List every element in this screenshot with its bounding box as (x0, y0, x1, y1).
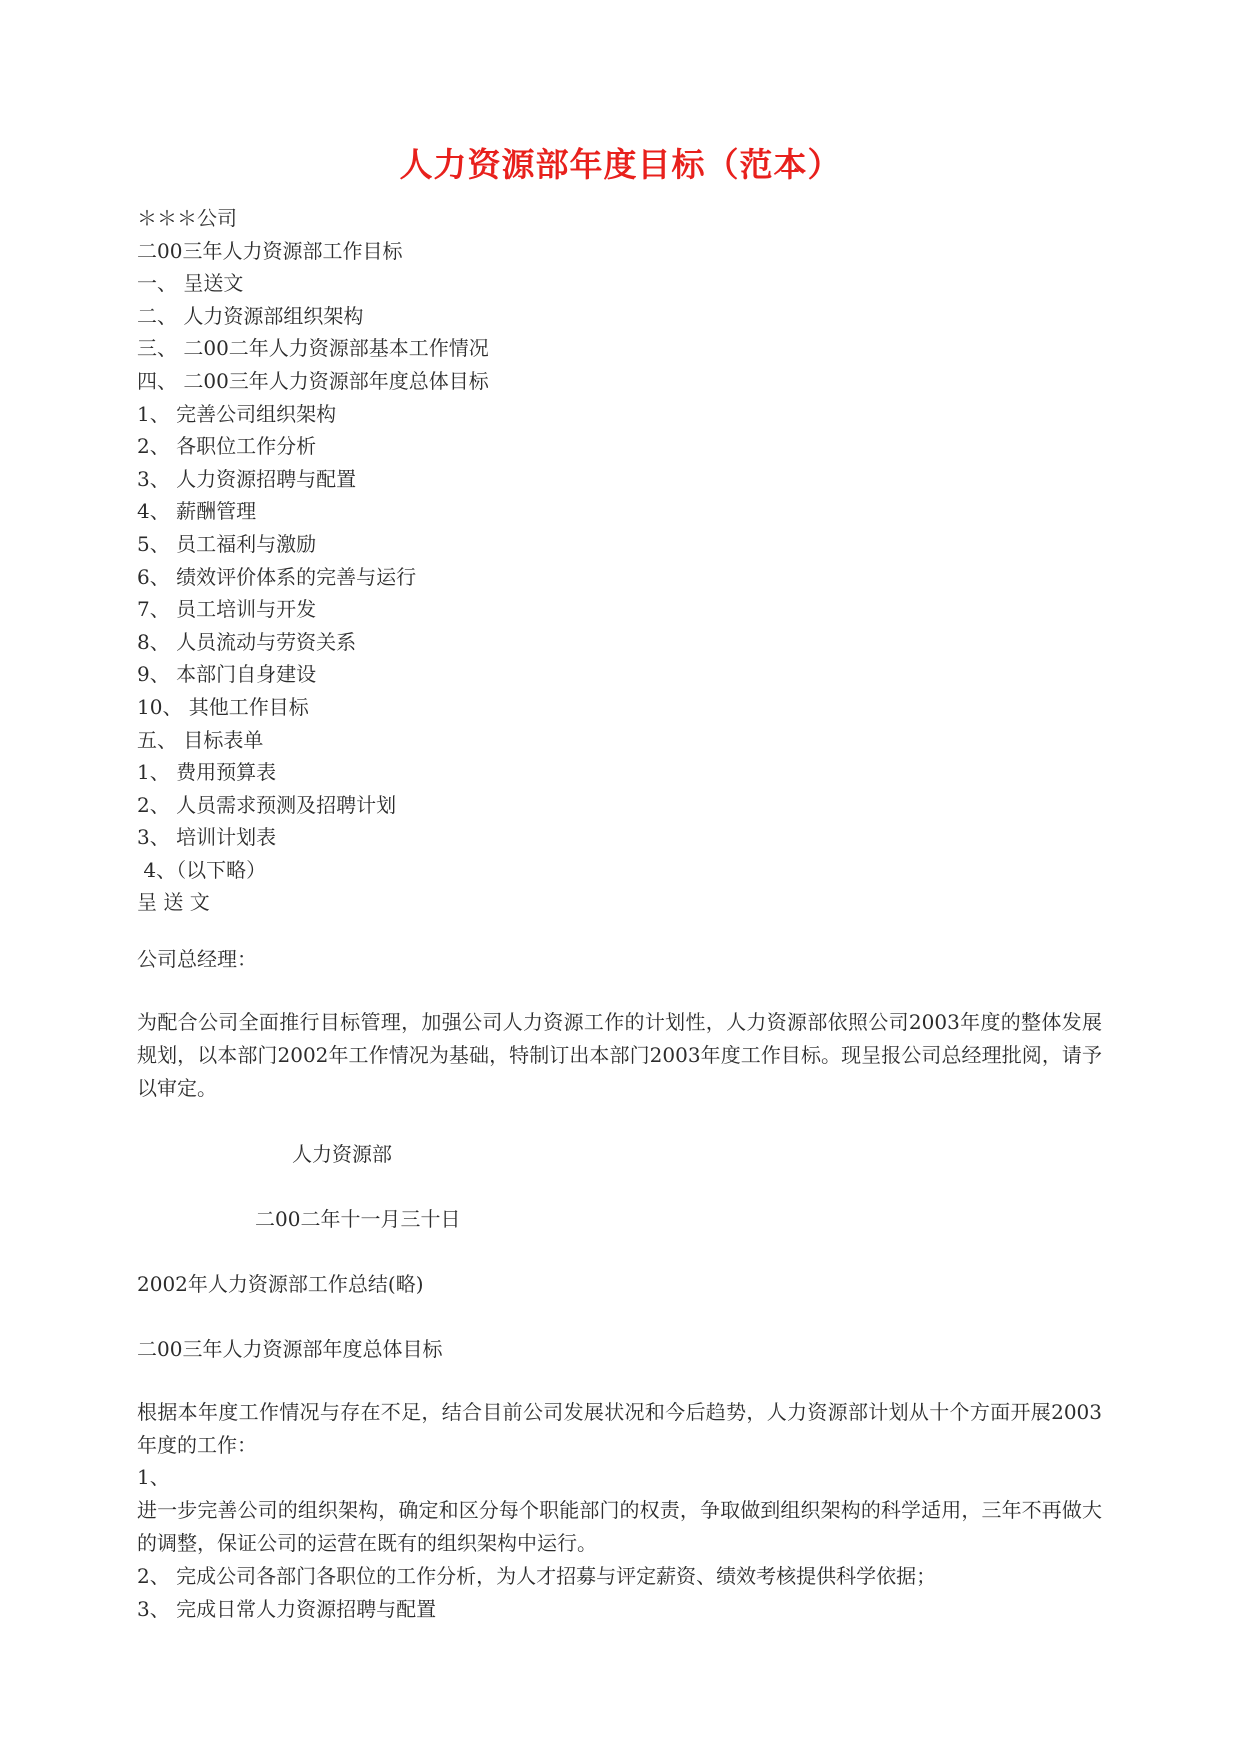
toc-line: 呈 送 文 (137, 890, 210, 915)
goal-item-3: 3、 完成日常人力资源招聘与配置 (137, 1597, 437, 1621)
toc-line: 8、 人员流动与劳资关系 (137, 629, 357, 654)
letter-salutation: 公司总经理： (137, 947, 257, 971)
toc-line: 2、 各职位工作分析 (137, 434, 317, 459)
toc-line: 一、 呈送文 (137, 271, 244, 296)
toc-line: 1、 费用预算表 (137, 760, 277, 785)
toc-line: 3、 培训计划表 (137, 825, 277, 850)
toc-line: 4、（以下略） (137, 857, 267, 882)
document-title: 人力资源部年度目标（范本） (399, 145, 842, 184)
toc-line: 三、 二00二年人力资源部基本工作情况 (137, 336, 489, 361)
letter-body: 为配合公司全面推行目标管理，加强公司人力资源工作的计划性，人力资源部依照公司2003年度的整体发展规划，以本部门2002年工作情况为基础，特制订出本部门2003年度工作目标。现呈报公司总经理批阅，请予以审定。 (137, 1010, 1102, 1100)
goal-item-2: 2、 完成公司各部门各职位的工作分析，为人才招募与评定薪资、绩效考核提供科学依据； (137, 1564, 937, 1588)
section-summary-title: 2002年人力资源部工作总结(略) (137, 1272, 424, 1296)
toc-line: 7、 员工培训与开发 (137, 597, 317, 622)
toc-line: 二00三年人力资源部工作目标 (137, 238, 403, 263)
goal-item-1-number: 1、 (137, 1465, 170, 1489)
goal-item-1-text: 进一步完善公司的组织架构，确定和区分每个职能部门的权责，争取做到组织架构的科学适用，三年不再做大的调整，保证公司的运营在既有的组织架构中运行。 (137, 1498, 1102, 1555)
toc-line: 二、 人力资源部组织架构 (137, 303, 364, 328)
toc-line: 9、 本部门自身建设 (137, 662, 317, 687)
toc-line: 3、 人力资源招聘与配置 (137, 466, 357, 491)
section-goals-title: 二00三年人力资源部年度总体目标 (137, 1337, 443, 1361)
letter-signature: 人力资源部 (292, 1142, 392, 1166)
toc-line: 1、 完善公司组织架构 (137, 401, 337, 426)
letter-date: 二00二年十一月三十日 (255, 1207, 461, 1231)
toc-line: 四、 二00三年人力资源部年度总体目标 (137, 368, 489, 393)
toc-line: 6、 绩效评价体系的完善与运行 (137, 564, 417, 589)
toc-line: 10、 其他工作目标 (137, 694, 309, 719)
table-of-contents (137, 202, 1097, 919)
goals-intro: 根据本年度工作情况与存在不足，结合目前公司发展状况和今后趋势，人力资源部计划从十个方面开展2003年度的工作： (137, 1400, 1102, 1457)
toc-line: 4、 薪酬管理 (137, 499, 257, 524)
toc-line: 五、 目标表单 (137, 727, 264, 752)
toc-line: 5、 员工福利与激励 (137, 531, 317, 556)
toc-line: ＊＊＊公司 (137, 206, 237, 230)
toc-line: 2、 人员需求预测及招聘计划 (137, 792, 397, 817)
